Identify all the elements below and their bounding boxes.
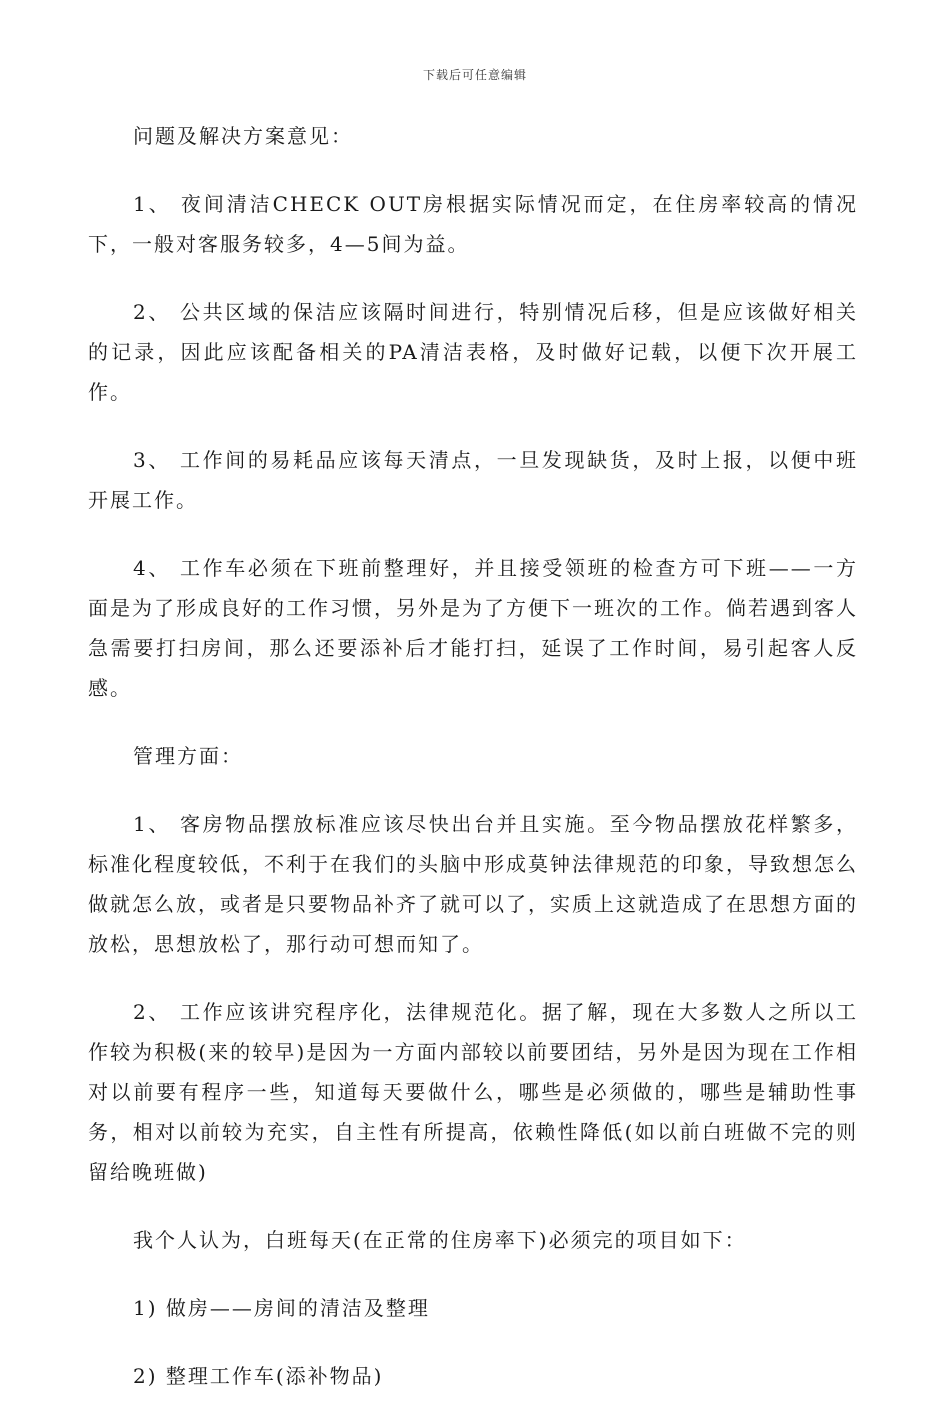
section-heading-management: 管理方面： — [133, 744, 243, 768]
paragraph-item-3: 3、 工作间的易耗品应该每天清点，一旦发现缺货，及时上报，以便中班开展工作。 — [88, 448, 858, 512]
section-heading-problems: 问题及解决方案意见： — [133, 124, 353, 148]
paragraph-item-2: 2、 公共区域的保洁应该隔时间进行，特别情况后移，但是应该做好相关的记录，因此应该配备相关的PA清洁表格，及时做好记载，以便下次开展工作。 — [88, 300, 858, 404]
paragraph-item-4: 4、 工作车必须在下班前整理好，并且接受领班的检查方可下班——一方面是为了形成良好的工作习惯，另外是为了方便下一班次的工作。倘若遇到客人急需要打扫房间，那么还要添补后才能打扫，延误了工作时间，易引起客人反感。 — [88, 556, 858, 700]
list-item-1: 1) 做房——房间的清洁及整理 — [133, 1296, 430, 1320]
paragraph-management-1: 1、 客房物品摆放标准应该尽快出台并且实施。至今物品摆放花样繁多，标准化程度较低，不利于在我们的头脑中形成莫钟法律规范的印象，导致想怎么做就怎么放，或者是只要物品补齐了就可以了，实质上这就造成了在思想方面的放松，思想放松了，那行动可想而知了。 — [88, 812, 858, 956]
document-body — [88, 116, 858, 1424]
paragraph-opinion: 我个人认为，白班每天(在正常的住房率下)必须完的项目如下： — [133, 1228, 747, 1252]
list-item-2: 2) 整理工作车(添补物品) — [133, 1364, 384, 1388]
page-header: 下载后可任意编辑 — [422, 68, 527, 82]
paragraph-management-2: 2、 工作应该讲究程序化，法律规范化。据了解，现在大多数人之所以工作较为积极(来的较早)是因为一方面内部较以前要团结，另外是因为现在工作相对以前要有程序一些，知道每天要做什么，哪些是必须做的，哪些是辅助性事务，相对以前较为充实，自主性有所提高，依赖性降低(如以前白班做不完的则留给晚班做) — [88, 1000, 858, 1184]
paragraph-item-1: 1、 夜间清洁CHECK OUT房根据实际情况而定，在住房率较高的情况下，一般对客服务较多，4—5间为益。 — [88, 192, 858, 256]
